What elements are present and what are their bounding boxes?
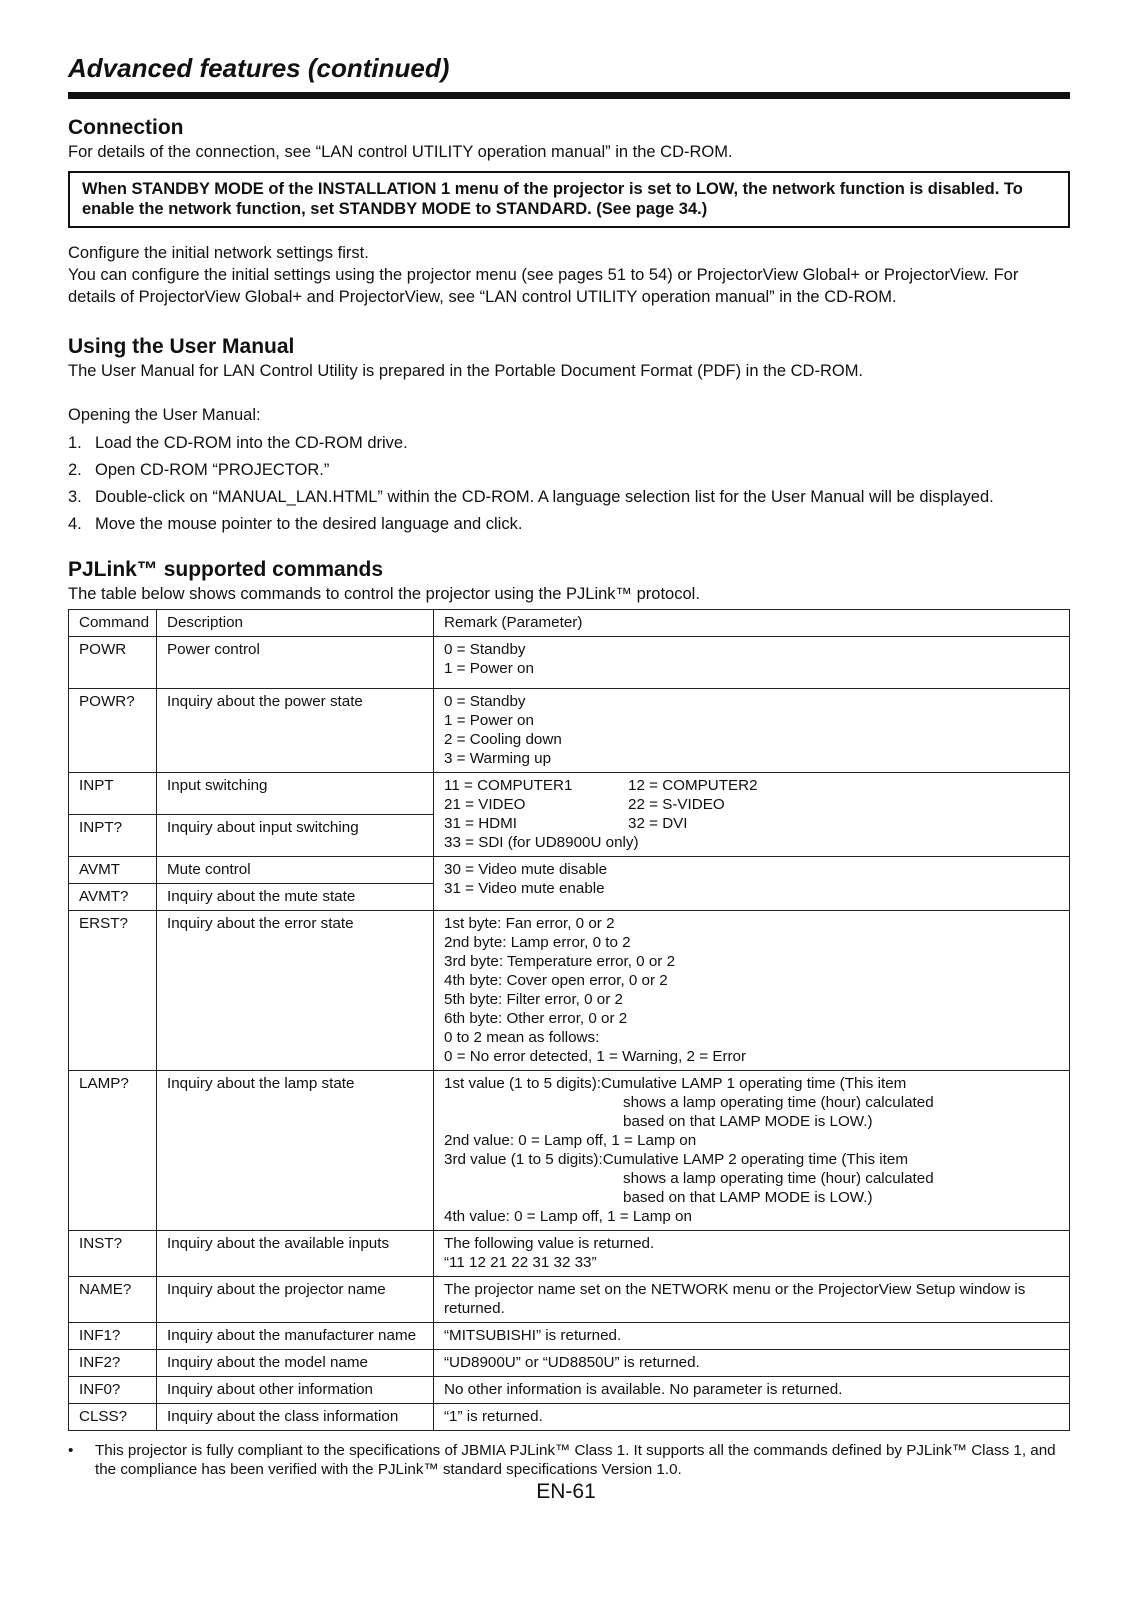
cell-description: Inquiry about the mute state	[157, 884, 434, 911]
cell-description: Inquiry about the error state	[157, 911, 434, 1071]
table-header-row	[69, 610, 1070, 637]
footnote-text: This projector is fully compliant to the specifications of JBMIA PJLink™ Class 1. It supports all the commands defined by PJLink™ Class 1, and the compliance has been verified with the PJLink™ standard specifications Version 1.0.	[95, 1442, 1056, 1478]
cell-remark: 1st byte: Fan error, 0 or 2 2nd byte: Lamp error, 0 to 2 3rd byte: Temperature error, 0 or 2 4th byte: Cover open error, 0 or 2 5th byte: Filter error, 0 or 2 6th byte: Other error, 0 or 2 0 to 2 mean as follows: 0 = No error detected, 1 = Warning, 2 = Error	[434, 911, 1070, 1071]
cell-remark: No other information is available. No parameter is returned.	[434, 1377, 1070, 1404]
cell-remark: 0 = Standby 1 = Power on	[434, 637, 1070, 689]
table-row	[69, 911, 1070, 1071]
header-description: Description	[157, 610, 434, 637]
cell-command: INF1?	[69, 1323, 157, 1350]
cell-command: AVMT	[69, 857, 157, 884]
cell-command: POWR	[69, 637, 157, 689]
table-row	[69, 637, 1070, 689]
cell-description: Inquiry about the manufacturer name	[157, 1323, 434, 1350]
cell-command: AVMT?	[69, 884, 157, 911]
cell-remark: 30 = Video mute disable 31 = Video mute enable	[434, 857, 1070, 911]
table-row	[69, 1404, 1070, 1431]
table-row	[69, 1071, 1070, 1231]
table-row	[69, 1231, 1070, 1277]
pjlink-heading: PJLink™ supported commands	[68, 558, 384, 581]
cell-description: Inquiry about the model name	[157, 1350, 434, 1377]
list-item: 4. Move the mouse pointer to the desired language and click.	[68, 515, 523, 533]
cell-remark: 1st value (1 to 5 digits): Cumulative LAMP 1 operating time (This item shows a lamp operating time (hour) calculated based on that LAMP MODE is LOW.) 2nd value: 0 = Lamp off, 1 = Lamp on 3rd value (1 to 5 digits): Cumulative LAMP 2 operating time (This item shows a lamp operating time (hour) calculated based on that LAMP MODE is LOW.) 4th value: 0 = Lamp off, 1 = Lamp on	[434, 1071, 1070, 1231]
table-row	[69, 689, 1070, 773]
list-item: 2. Open CD-ROM “PROJECTOR.”	[68, 461, 330, 479]
list-item: 1. Load the CD-ROM into the CD-ROM drive.	[68, 434, 408, 452]
user-manual-heading: Using the User Manual	[68, 335, 295, 358]
pjlink-command-table	[68, 609, 1070, 1431]
cell-command: INF2?	[69, 1350, 157, 1377]
cell-description: Inquiry about the lamp state	[157, 1071, 434, 1231]
cell-remark: 0 = Standby 1 = Power on 2 = Cooling down 3 = Warming up	[434, 689, 1070, 773]
cell-remark: 11 = COMPUTER1 12 = COMPUTER2 21 = VIDEO 22 = S-VIDEO 31 = HDMI 32 = DVI 33 = SDI (for UD8900U only)	[434, 773, 1070, 857]
cell-remark: The following value is returned. “11 12 21 22 31 32 33”	[434, 1231, 1070, 1277]
cell-description: Inquiry about the power state	[157, 689, 434, 773]
header-remark: Remark (Parameter)	[434, 610, 1070, 637]
standby-notice-box: When STANDBY MODE of the INSTALLATION 1 menu of the projector is set to LOW, the network function is disabled. To enable the network function, set STANDBY MODE to STANDARD. (See page 34.)	[68, 171, 1070, 228]
table-row	[69, 857, 1070, 884]
cell-remark: The projector name set on the NETWORK menu or the ProjectorView Setup window is returned.	[434, 1277, 1070, 1323]
cell-description: Inquiry about the available inputs	[157, 1231, 434, 1277]
cell-remark: “1” is returned.	[434, 1404, 1070, 1431]
connection-heading: Connection	[68, 116, 184, 139]
cell-command: INPT?	[69, 815, 157, 857]
table-row	[69, 1323, 1070, 1350]
cell-remark: “MITSUBISHI” is returned.	[434, 1323, 1070, 1350]
page-title: Advanced features (continued)	[68, 52, 1070, 99]
header-command: Command	[69, 610, 157, 637]
cell-command: LAMP?	[69, 1071, 157, 1231]
table-row	[69, 1377, 1070, 1404]
cell-command: INST?	[69, 1231, 157, 1277]
cell-description: Inquiry about other information	[157, 1377, 434, 1404]
cell-remark: “UD8900U” or “UD8850U” is returned.	[434, 1350, 1070, 1377]
cell-command: NAME?	[69, 1277, 157, 1323]
cell-description: Inquiry about the projector name	[157, 1277, 434, 1323]
list-item: 3. Double-click on “MANUAL_LAN.HTML” within the CD-ROM. A language selection list for the User Manual will be displayed.	[68, 488, 994, 506]
connection-para-2: You can configure the initial settings using the projector menu (see pages 51 to 54) or ProjectorView Global+ or ProjectorView. For details of ProjectorView Global+ and ProjectorView, see “LAN control UTILITY operation manual” in the CD-ROM.	[68, 266, 1019, 306]
opening-label: Opening the User Manual:	[68, 406, 261, 424]
cell-description: Power control	[157, 637, 434, 689]
cell-description: Inquiry about input switching	[157, 815, 434, 857]
table-row	[69, 1277, 1070, 1323]
table-row	[69, 1350, 1070, 1377]
page-number: EN-61	[536, 1480, 596, 1503]
connection-para-1: Configure the initial network settings first.	[68, 244, 369, 262]
connection-intro: For details of the connection, see “LAN control UTILITY operation manual” in the CD-ROM.	[68, 143, 733, 161]
cell-command: INPT	[69, 773, 157, 815]
table-row	[69, 773, 1070, 815]
cell-command: INF0?	[69, 1377, 157, 1404]
cell-description: Input switching	[157, 773, 434, 815]
compliance-footnote	[68, 1441, 1070, 1479]
user-manual-intro: The User Manual for LAN Control Utility is prepared in the Portable Document Format (PDF) in the CD-ROM.	[68, 362, 864, 380]
page-content	[68, 52, 1070, 1479]
cell-command: POWR?	[69, 689, 157, 773]
cell-command: CLSS?	[69, 1404, 157, 1431]
cell-description: Mute control	[157, 857, 434, 884]
pjlink-intro: The table below shows commands to control the projector using the PJLink™ protocol.	[68, 585, 700, 603]
cell-command: ERST?	[69, 911, 157, 1071]
cell-description: Inquiry about the class information	[157, 1404, 434, 1431]
bullet-icon: •	[68, 1442, 74, 1459]
steps-list	[68, 432, 1070, 535]
